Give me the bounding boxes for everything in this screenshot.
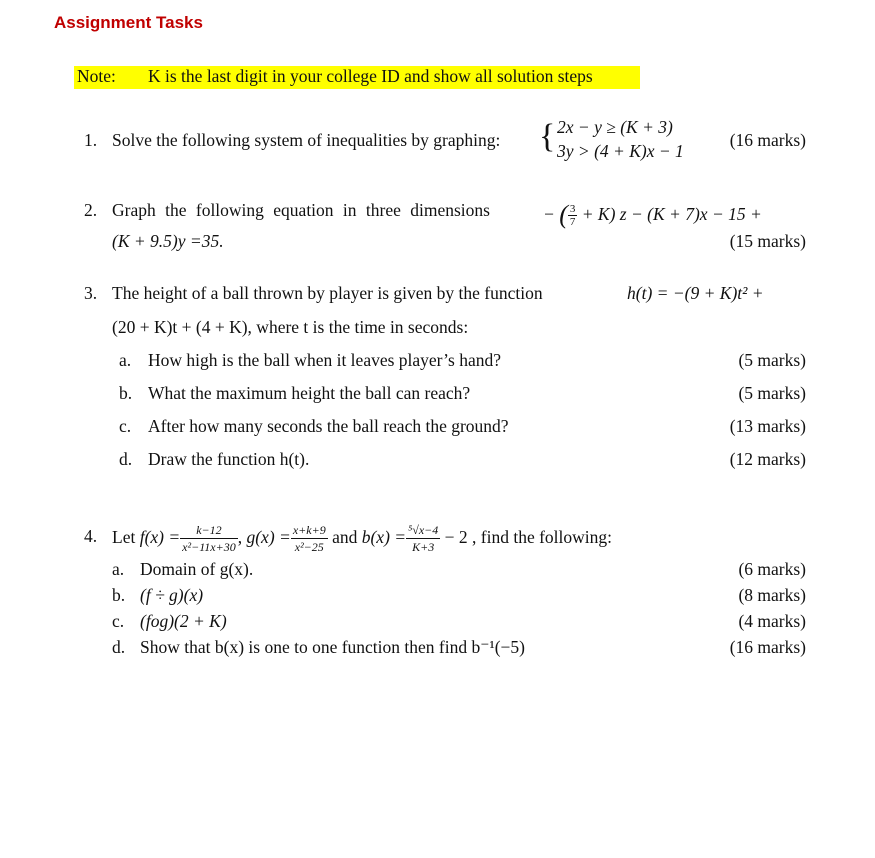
q1-number: 1. [84, 130, 98, 150]
q2-fraction [568, 203, 578, 228]
q4-f-num: k−12 [196, 523, 222, 538]
q3-part-d-letter: d. [119, 449, 133, 469]
q4-part-b-letter: b. [112, 585, 126, 605]
q3-text: The height of a ball thrown by player is given by the function [112, 283, 543, 303]
q3-part-b-letter: b. [119, 383, 133, 403]
q4-part-d-letter: d. [112, 637, 126, 657]
q4-part-b-text: (f ÷ g)(x) [140, 585, 204, 605]
q4-tail: − 2 , find the following: [444, 527, 613, 547]
q4-part-a-marks: (6 marks) [738, 559, 806, 579]
q3-part-b-text: What the maximum height the ball can reach? [148, 383, 471, 403]
q1-inequality-2: 3y > (4 + K)x − 1 [557, 141, 684, 161]
q4-part-c-text: (fog)(2 + K) [140, 611, 227, 631]
q2-frac-num: 3 [569, 203, 576, 216]
q3-number: 3. [84, 283, 98, 303]
q2-number: 2. [84, 200, 98, 220]
q4-g-den: x²−25 [291, 538, 328, 555]
q3-part-c-marks: (13 marks) [729, 416, 806, 436]
q4-part-a-letter: a. [112, 559, 125, 579]
q1-marks: (16 marks) [729, 130, 806, 150]
q4-number: 4. [84, 526, 98, 546]
q2-open-paren: ( [559, 200, 568, 229]
q4-b-fraction [406, 522, 440, 555]
q2-eq-rest: + K) z − (K + 7)x − 15 + [581, 204, 762, 224]
q3-part-c-text: After how many seconds the ball reach the ground? [148, 416, 509, 436]
q3-part-a-letter: a. [119, 350, 132, 370]
q4-f-fraction [180, 522, 238, 555]
q4-part-a-text: Domain of g(x). [140, 559, 254, 579]
q4-part-d-marks: (16 marks) [729, 637, 806, 657]
q2-eq-minus: − [543, 204, 555, 224]
q4-comma: , [237, 527, 243, 547]
q4-definition [112, 515, 612, 559]
q4-g-fraction [291, 522, 328, 555]
q4-and: and [332, 527, 358, 547]
q4-b-num: ⁵√x−4 [408, 523, 439, 538]
q4-part-d-text: Show that b(x) is one to one function then find b⁻¹(−5) [140, 637, 525, 657]
q4-g-lhs: g(x) = [246, 527, 291, 547]
q3-function: h(t) = −(9 + K)t² + [627, 283, 764, 303]
q3-part-b-marks: (5 marks) [738, 383, 806, 403]
q4-part-c-letter: c. [112, 611, 125, 631]
q1-text: Solve the following system of inequalities by graphing: [112, 130, 501, 150]
q3-part-d-text: Draw the function h(t). [148, 449, 310, 469]
q2-line2: (K + 9.5)y =35. [112, 231, 224, 251]
q2-text: Graph the following equation in three dimensions [112, 200, 490, 220]
q4-part-c-marks: (4 marks) [738, 611, 806, 631]
note-label: Note: [77, 66, 116, 86]
q3-part-a-marks: (5 marks) [738, 350, 806, 370]
page-heading: Assignment Tasks [54, 13, 203, 32]
q4-f-den: x²−11x+30 [182, 540, 236, 555]
note-highlight [74, 66, 640, 89]
q4-g-num: x+k+9 [292, 523, 326, 538]
q4-b-lhs: b(x) = [361, 527, 407, 547]
q2-marks: (15 marks) [729, 231, 806, 251]
q3-part-d-marks: (12 marks) [729, 449, 806, 469]
q1-brace: { [539, 118, 556, 155]
q4-b-den: K+3 [406, 538, 440, 555]
q2-equation [543, 200, 762, 230]
q3-line2: (20 + K)t + (4 + K), where t is the time in seconds: [112, 317, 469, 337]
q4-let: Let [112, 527, 136, 547]
q4-f-lhs: f(x) = [139, 527, 181, 547]
q3-part-c-letter: c. [119, 416, 132, 436]
q3-part-a-text: How high is the ball when it leaves player’s hand? [148, 350, 501, 370]
note-text: K is the last digit in your college ID and show all solution steps [148, 66, 593, 86]
q4-part-b-marks: (8 marks) [738, 585, 806, 605]
q1-inequality-1: 2x − y ≥ (K + 3) [557, 117, 673, 137]
q2-frac-den: 7 [569, 216, 576, 229]
